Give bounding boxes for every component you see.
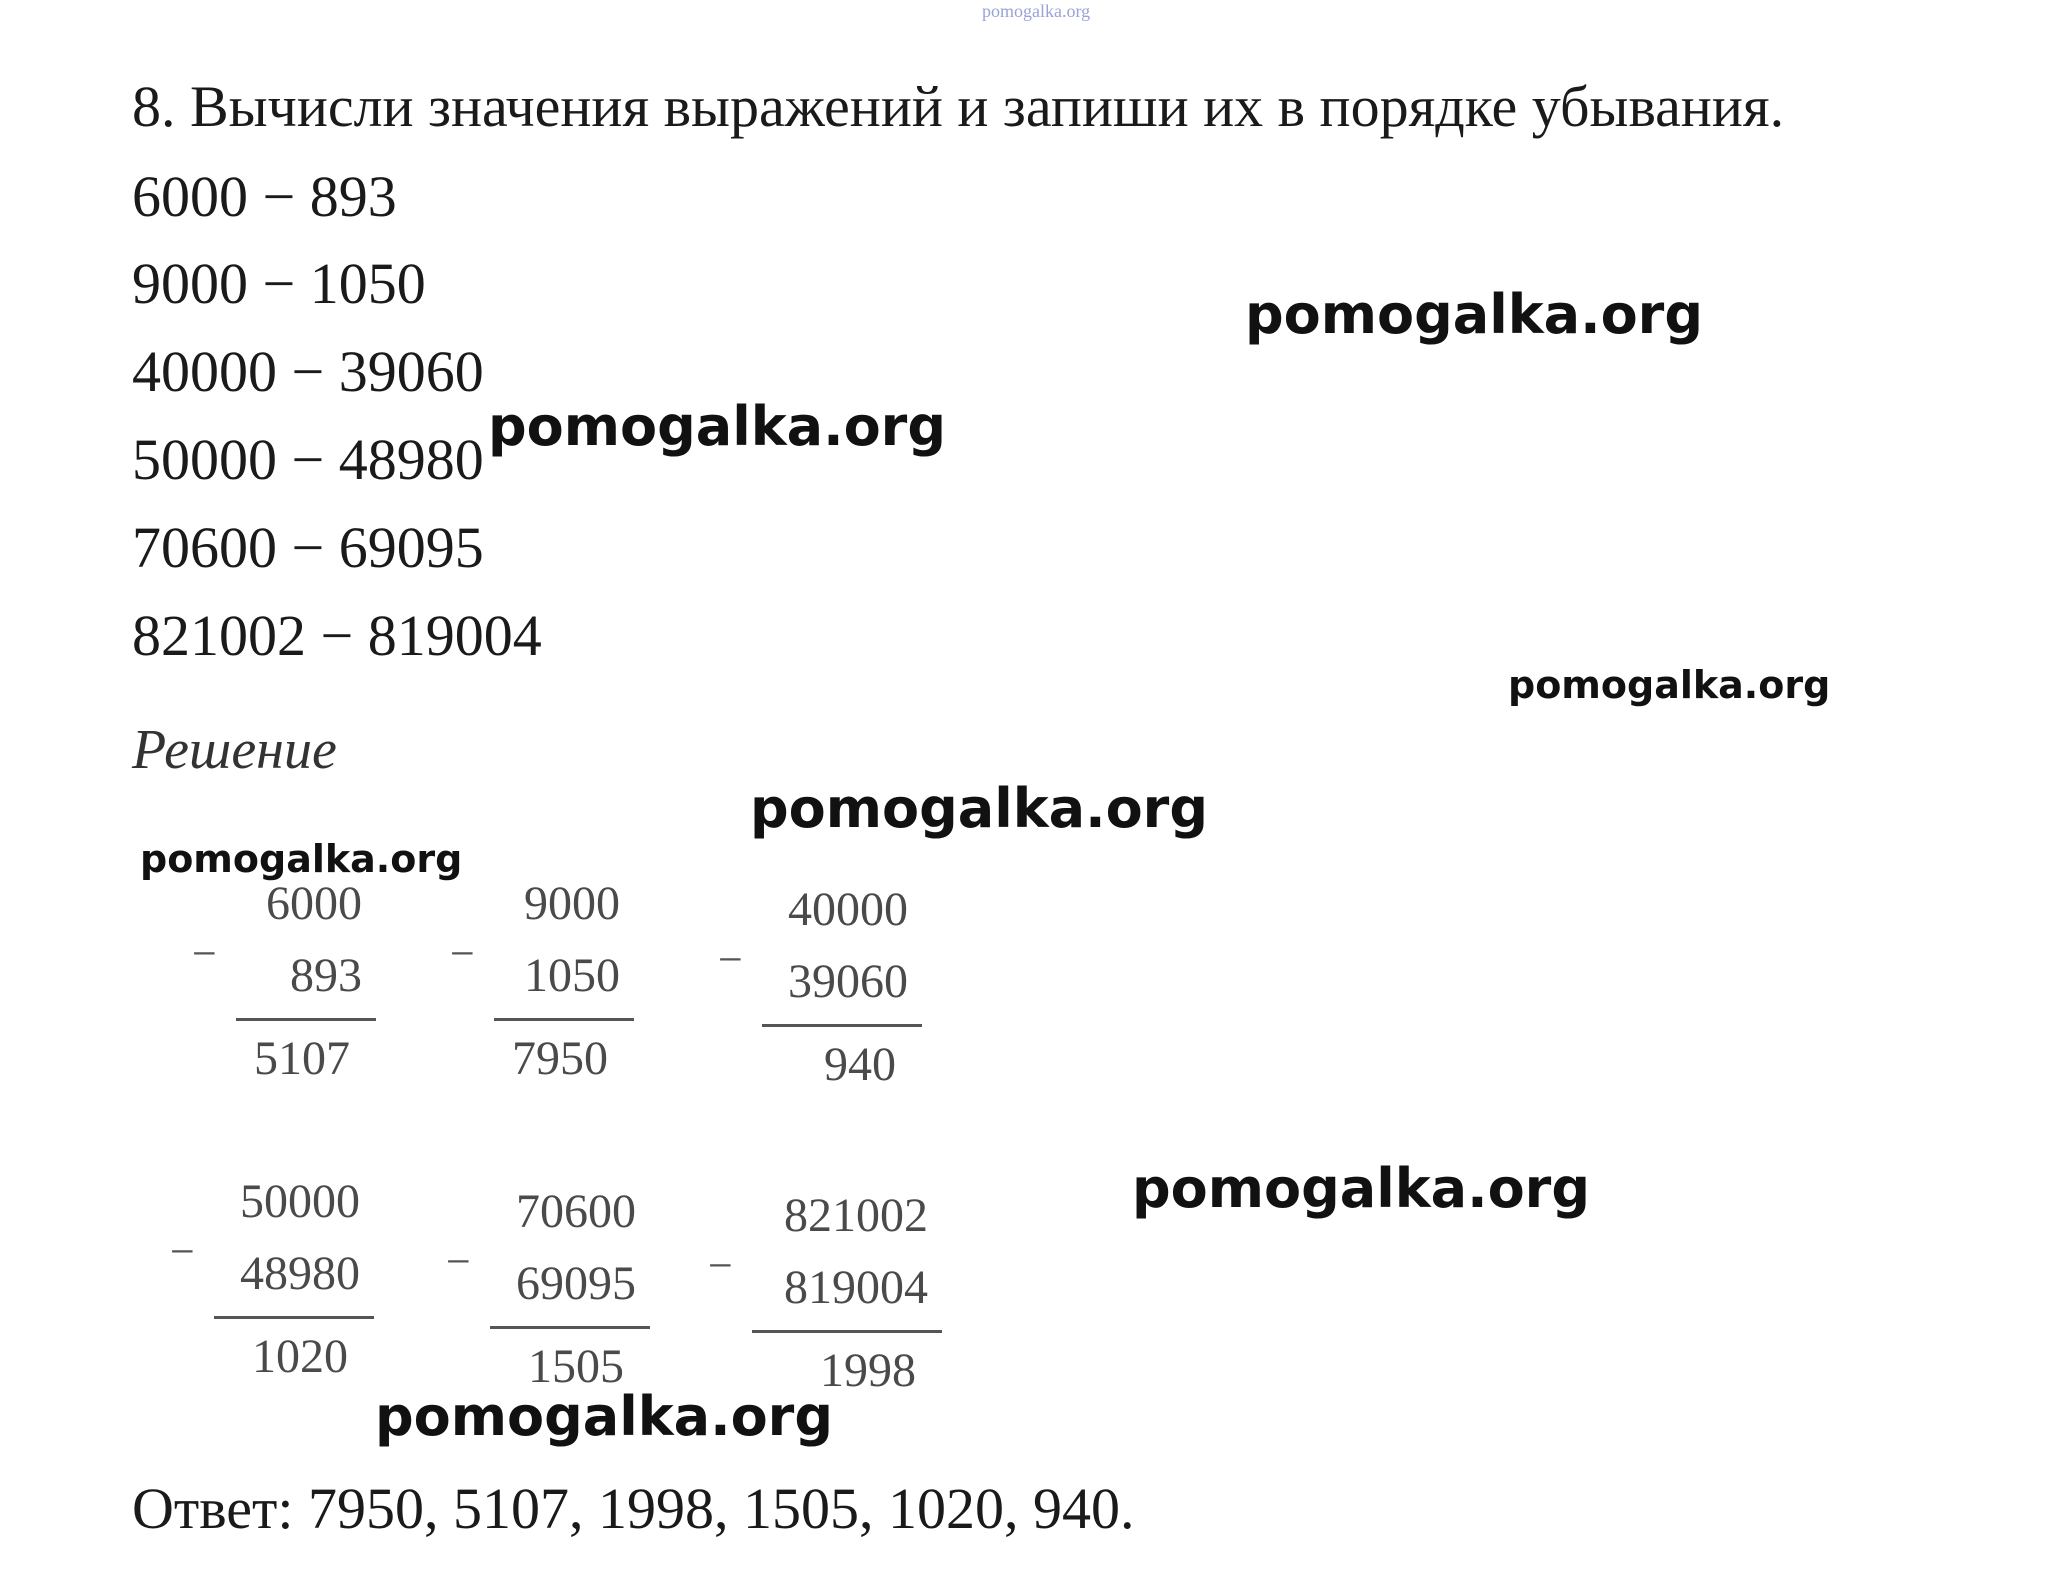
difference: 5107 [254, 1032, 350, 1085]
expression-2: 9000 − 1050 [132, 251, 426, 316]
column-subtraction-2 [450, 877, 650, 1100]
watermark-3: pomogalka.org [1508, 663, 1831, 707]
difference: 1020 [252, 1330, 348, 1383]
column-subtraction-1 [192, 877, 392, 1100]
minuend: 40000 [788, 883, 908, 936]
column-subtraction-4 [170, 1175, 390, 1398]
watermark-7: pomogalka.org [375, 1385, 833, 1448]
result-line [752, 1330, 942, 1333]
minuend: 6000 [266, 877, 362, 930]
result-line [490, 1326, 650, 1329]
minuend: 50000 [240, 1175, 360, 1228]
result-line [494, 1018, 634, 1021]
column-subtraction-6 [708, 1189, 958, 1412]
minuend: 9000 [524, 877, 620, 930]
expression-1: 6000 − 893 [132, 164, 397, 229]
answer-line: Ответ: 7950, 5107, 1998, 1505, 1020, 940. [132, 1476, 1135, 1541]
watermark-4: pomogalka.org [750, 777, 1208, 840]
minus-sign: − [450, 929, 475, 978]
task-statement: 8. Вычисли значения выражений и запиши их в порядке убывания. [132, 74, 1785, 139]
subtrahend: 893 [290, 949, 362, 1002]
minuend: 70600 [516, 1185, 636, 1238]
result-line [214, 1316, 374, 1319]
subtrahend: 48980 [240, 1247, 360, 1300]
column-subtraction-5 [446, 1185, 666, 1408]
subtrahend: 819004 [784, 1261, 928, 1314]
minus-sign: − [718, 935, 743, 984]
watermark-5: pomogalka.org [140, 837, 463, 881]
difference: 1998 [820, 1344, 916, 1397]
difference: 940 [824, 1038, 896, 1091]
difference: 7950 [512, 1032, 608, 1085]
subtrahend: 1050 [524, 949, 620, 1002]
result-line [236, 1018, 376, 1021]
subtrahend: 39060 [788, 955, 908, 1008]
expression-4: 50000 − 48980 [132, 427, 484, 492]
column-subtraction-3 [718, 883, 938, 1106]
expression-6: 821002 − 819004 [132, 603, 542, 668]
watermark-2: pomogalka.org [488, 395, 946, 458]
watermark-6: pomogalka.org [1132, 1157, 1590, 1220]
minus-sign: − [708, 1241, 733, 1290]
watermark-1: pomogalka.org [1245, 283, 1703, 346]
expression-5: 70600 − 69095 [132, 515, 484, 580]
difference: 1505 [528, 1340, 624, 1393]
solution-title: Решение [132, 719, 337, 781]
minuend: 821002 [784, 1189, 928, 1242]
minus-sign: − [192, 929, 217, 978]
watermark-top: pomogalka.org [982, 1, 1091, 21]
result-line [762, 1024, 922, 1027]
minus-sign: − [170, 1227, 195, 1276]
expression-3: 40000 − 39060 [132, 339, 484, 404]
minus-sign: − [446, 1237, 471, 1286]
subtrahend: 69095 [516, 1257, 636, 1310]
